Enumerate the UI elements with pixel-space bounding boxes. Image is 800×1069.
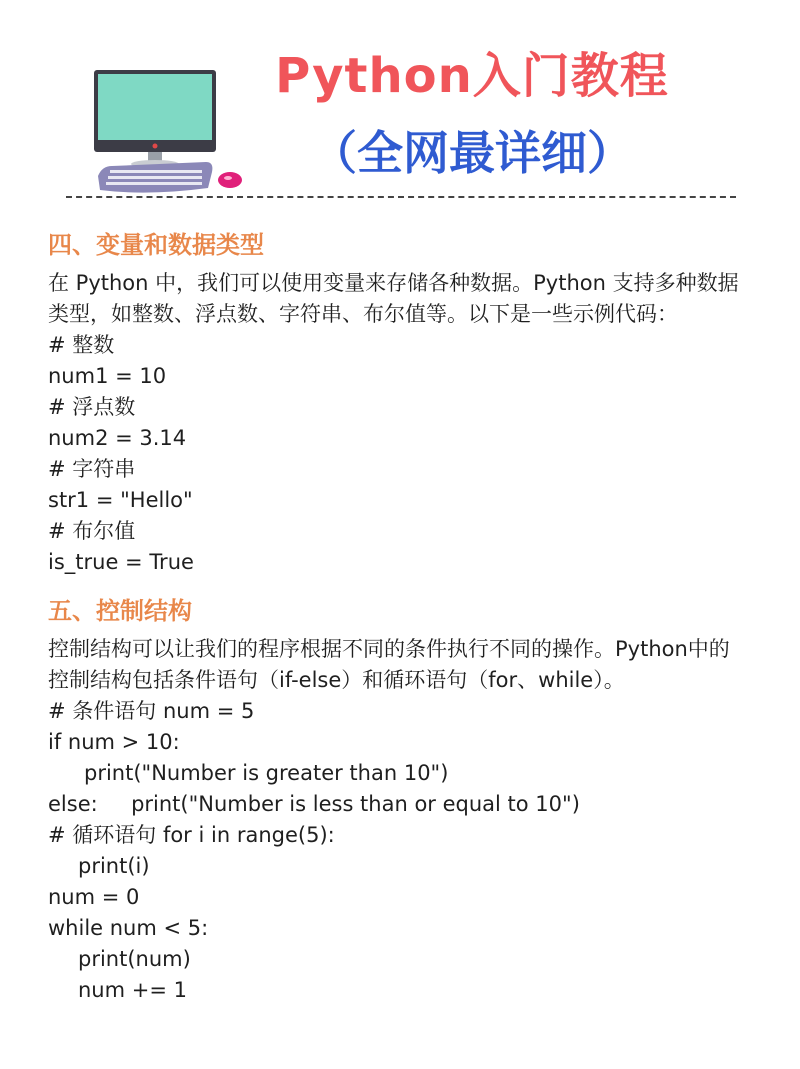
code-block-variables [48, 330, 748, 578]
code-line: # 字符串 [48, 457, 136, 481]
code-line: num2 = 3.14 [48, 426, 187, 450]
code-line: else: print("Number is less than or equal to 10") [48, 792, 580, 816]
code-line: print("Number is greater than 10") [84, 761, 449, 785]
article-body [48, 228, 748, 1006]
header-banner [0, 0, 800, 210]
code-line: print(num) [78, 947, 191, 971]
code-line: # 条件语句 num = 5 [48, 699, 255, 723]
code-line: num1 = 10 [48, 364, 167, 388]
code-line: num += 1 [78, 978, 187, 1002]
code-line: num = 0 [48, 885, 140, 909]
dashed-divider [66, 196, 736, 198]
page-subtitle: （全网最详细） [311, 126, 633, 180]
code-line: if num > 10: [48, 730, 180, 754]
section-paragraph-control: 控制结构可以让我们的程序根据不同的条件执行不同的操作。Python中的控制结构包括条件语句（if-else）和循环语句（for、while）。 [48, 637, 730, 692]
code-line: # 循环语句 for i in range(5): [48, 823, 335, 847]
section-heading-variables: 四、变量和数据类型 [48, 231, 264, 259]
code-line: print(i) [78, 854, 150, 878]
page-title: Python入门教程 [275, 48, 669, 104]
code-line: while num < 5: [48, 916, 209, 940]
code-block-control [48, 696, 748, 1006]
code-line: str1 = "Hello" [48, 488, 193, 512]
computer-icon [88, 66, 258, 198]
code-line: # 浮点数 [48, 395, 136, 419]
section-heading-control: 五、控制结构 [48, 597, 192, 625]
section-paragraph-variables: 在 Python 中，我们可以使用变量来存储各种数据。Python 支持多种数据类型，如整数、浮点数、字符串、布尔值等。以下是一些示例代码： [48, 271, 739, 326]
code-line: # 整数 [48, 333, 115, 357]
code-line: is_true = True [48, 550, 194, 574]
code-line: # 布尔值 [48, 519, 136, 543]
